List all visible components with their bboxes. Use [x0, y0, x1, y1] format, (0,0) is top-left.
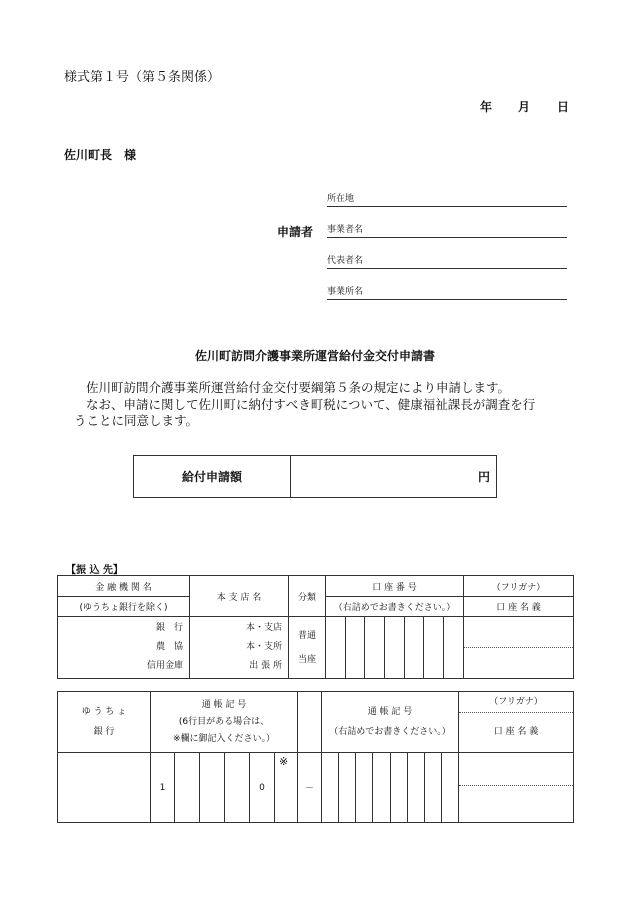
representative-label: 代表者名 [327, 256, 364, 266]
yucho-furigana-input[interactable] [459, 753, 573, 786]
account-digit-cell[interactable] [424, 617, 444, 679]
body-line-3: うことに同意します。 [74, 413, 199, 428]
account-type-toza: 当座 [297, 654, 316, 665]
yucho-furigana-label: （フリガナ） [459, 692, 573, 713]
bank-type-shinkin: 信用金庫 [146, 661, 183, 671]
passbook-dash: － [304, 784, 314, 794]
account-digit-cell[interactable] [385, 617, 405, 679]
account-digit-cell[interactable] [345, 617, 365, 679]
account-holder-header: 口 座 名 義 [464, 597, 574, 617]
address-field-label: 所在地 [327, 194, 355, 204]
passbook-number-digit[interactable] [424, 753, 441, 823]
account-number-header: 口 座 番 号 [326, 576, 464, 597]
branch-type-shucchojo: 出 張 所 [249, 661, 282, 671]
passbook-symbol-digit[interactable] [225, 753, 250, 823]
passbook-number-digit[interactable] [356, 753, 373, 823]
address-field[interactable] [327, 191, 567, 207]
bank-type-bank: 銀 行 [155, 623, 183, 633]
account-digit-cell[interactable] [444, 617, 464, 679]
passbook-number-digit[interactable] [407, 753, 424, 823]
account-holder-cell[interactable] [464, 617, 574, 679]
form-number: 様式第１号（第５条関係） [64, 70, 221, 85]
business-name-label: 事業者名 [327, 225, 364, 235]
yucho-header [58, 692, 151, 753]
amount-input[interactable] [291, 456, 497, 498]
office-name-label: 事業所名 [327, 287, 364, 297]
branch-name-cell[interactable] [190, 617, 289, 679]
account-digit-cell[interactable] [404, 617, 424, 679]
account-type-futsu: 普通 [297, 630, 316, 641]
bank-type-nokyo: 農 協 [155, 642, 183, 652]
category-cell[interactable] [289, 617, 326, 679]
amount-label: 給付申請額 [134, 456, 291, 498]
body-line-1: 佐川町訪問介護事業所運営給付金交付要綱第５条の規定により申請します。 [86, 380, 511, 395]
passbook-symbol-digit[interactable] [250, 753, 275, 823]
furigana-input[interactable] [464, 617, 573, 648]
bank-name-subheader: (ゆうちょ銀行を除く) [58, 597, 190, 617]
date-month-label: 月 [518, 100, 531, 114]
date-year-label: 年 [480, 100, 493, 114]
yucho-subtitle: 銀 行 [93, 727, 115, 737]
passbook-number-header [322, 692, 459, 753]
passbook-symbol-note2: ※欄に御記入ください。） [172, 733, 276, 744]
account-digit-cell[interactable] [365, 617, 385, 679]
yucho-table [57, 691, 574, 823]
account-digit-cell[interactable] [326, 617, 346, 679]
branch-type-honshisho: 本・支所 [245, 642, 282, 652]
passbook-number-digit[interactable] [390, 753, 407, 823]
bank-name-header: 金 融 機 関 名 [58, 576, 190, 597]
passbook-number-title: 通 帳 記 号 [367, 707, 413, 717]
yucho-title: ゆ う ち ょ [81, 707, 127, 717]
passbook-symbol-digit[interactable] [151, 753, 175, 823]
passbook-symbol-title: 通 帳 記 号 [201, 699, 247, 710]
passbook-symbol-note1: (6行目がある場合は、 [178, 716, 270, 727]
passbook-digit-zero: 0 [259, 782, 265, 793]
passbook-symbol-digit[interactable] [200, 753, 225, 823]
office-name-field[interactable] [327, 284, 567, 300]
bank-name-cell[interactable] [58, 617, 190, 679]
passbook-symbol-digit[interactable] [175, 753, 200, 823]
yucho-holder-label: 口 座 名 義 [493, 727, 539, 737]
branch-type-honshiten: 本・支店 [245, 623, 282, 633]
passbook-number-digit[interactable] [373, 753, 390, 823]
passbook-number-digit[interactable] [339, 753, 356, 823]
business-name-field[interactable] [327, 222, 567, 238]
bank-table [57, 575, 574, 679]
passbook-number-note: （右詰めでお書きください。） [329, 727, 451, 737]
applicant-label: 申請者 [277, 225, 314, 239]
body-line-2: なお、申請に関して佐川町に納付すべき町税について、健康福祉課長が調査を行 [86, 397, 536, 412]
document-title: 佐川町訪問介護事業所運営給付金交付申請書 [194, 349, 435, 363]
category-header: 分類 [289, 576, 326, 617]
representative-field[interactable] [327, 253, 567, 269]
asterisk-mark: ※ [279, 755, 289, 768]
account-number-subheader: （右詰めでお書きください。） [326, 597, 464, 617]
transfer-heading: 【振 込 先】 [66, 565, 123, 576]
passbook-number-digit[interactable] [441, 753, 458, 823]
furigana-header: （フリガナ） [464, 576, 574, 597]
passbook-digit-one: 1 [159, 782, 166, 793]
amount-table [133, 455, 497, 498]
passbook-symbol-header [151, 692, 298, 753]
passbook-dash-cell [298, 753, 322, 823]
branch-name-header: 本 支 店 名 [190, 576, 289, 617]
dash-header [298, 692, 322, 753]
yucho-blank-cell [58, 753, 151, 823]
addressee: 佐川町長 様 [64, 148, 137, 162]
passbook-symbol-extra-digit[interactable] [275, 753, 298, 823]
yucho-holder-header [459, 692, 574, 753]
amount-unit: 円 [477, 470, 490, 484]
passbook-number-digit[interactable] [322, 753, 339, 823]
yucho-holder-cell[interactable] [459, 753, 574, 823]
date-day-label: 日 [557, 100, 570, 114]
